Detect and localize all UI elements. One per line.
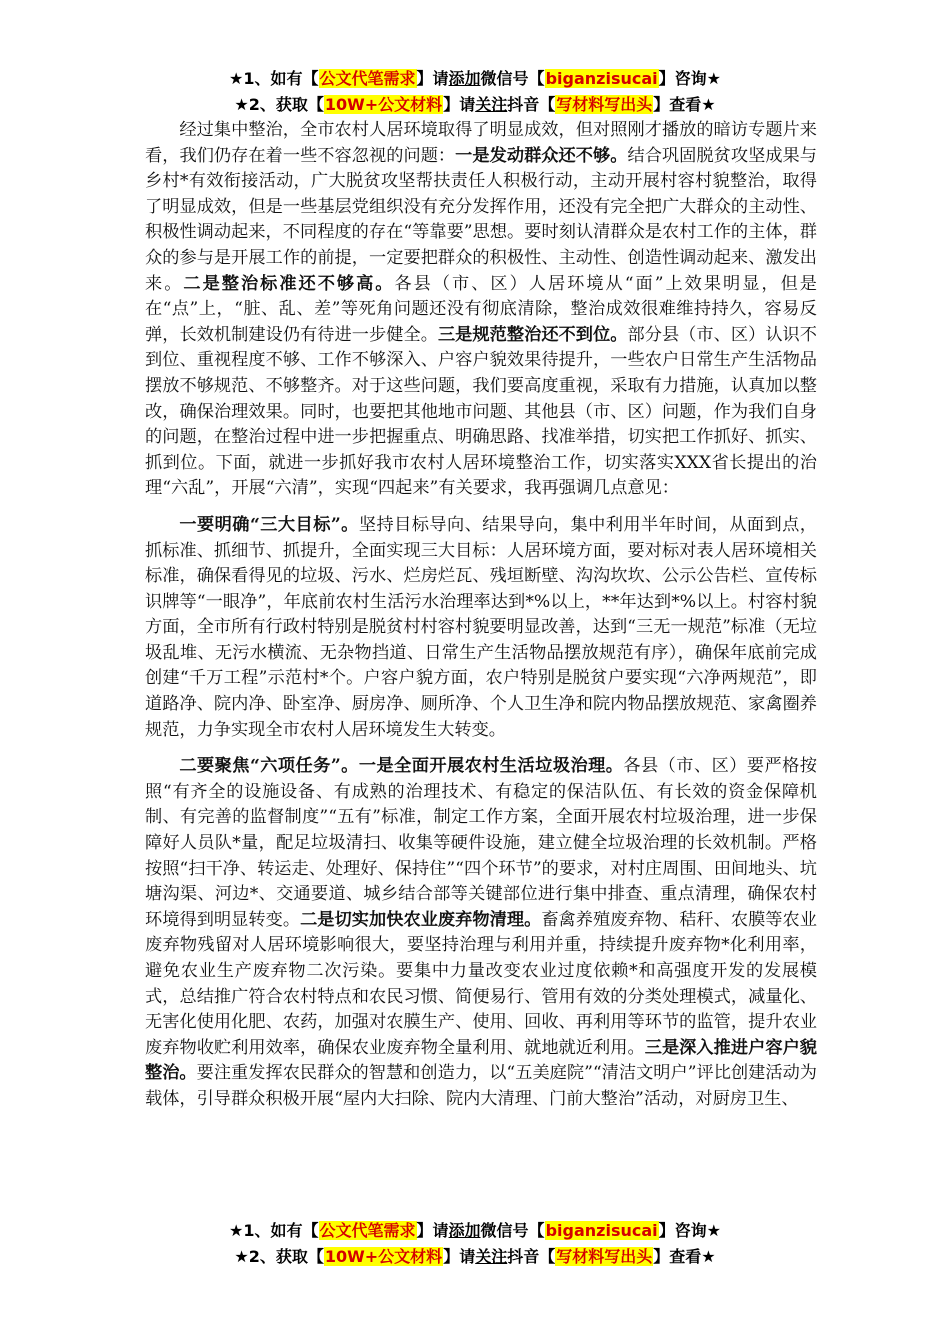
- banner-highlight: 10W+公文材料: [324, 95, 443, 114]
- banner-suffix: 】咨询★: [658, 1221, 721, 1240]
- banner-text: 微信号【: [480, 69, 545, 88]
- banner-text: 微信号【: [480, 1221, 545, 1240]
- bold-heading: 一要明确“三大目标”。: [179, 514, 359, 535]
- text-segment: 各县（市、区）人居环境从“面”上效果明显，但是在“点”上，“脏、乱、差”等死角问题还没有彻底清除，整治成效很难维持持久，容易反弹，长效机制建设仍有待进一步健全。: [145, 273, 817, 345]
- top-banner-line-2: [0, 93, 950, 117]
- bottom-banner-line-1: [0, 1219, 950, 1243]
- banner-highlight: 写材料写出头: [556, 95, 653, 114]
- bold-heading: 三是深入推进户容户貌整治。: [145, 1037, 817, 1084]
- bold-heading: 二是切实加快农业废弃物清理。: [300, 909, 542, 930]
- text-segment: 畜禽养殖废弃物、秸秆、农膜等农业废弃物残留对人居环境影响很大，要坚持治理与利用并重，持续提升废弃物*化利用率，避免农业生产废弃物二次污染。要集中力量改变农业过度依赖*和高强度开发的发展模式，总结推广符合农村特点和农民习惯、简便易行、管用有效的分类处理模式，减量化、无害化使用化肥、农药，加强对农膜生产、使用、回收、再利用等环节的监管，提升农业废弃物收贮利用效率，确保农业废弃物全量利用、就地就近利用。: [145, 909, 817, 1058]
- banner-suffix: 】查看★: [653, 95, 716, 114]
- bold-heading: 二要聚焦“六项任务”。: [179, 756, 359, 777]
- banner-prefix: ★1、如有【: [229, 69, 319, 88]
- banner-highlight: biganzisucai: [545, 69, 658, 88]
- banner-highlight: 写材料写出头: [556, 1247, 653, 1266]
- text-segment: 坚持目标导向、结果导向，集中利用半年时间，从面到点，抓标准、抓细节、抓提升，全面实现三大目标：人居环境方面，要对标对表人居环境相关标准，确保看得见的垃圾、污水、烂房烂瓦、残垣断壁、沟沟坎坎、公示公告栏、宣传标识牌等“一眼净”，年底前农村生活污水治理率达到*%以上，**年达到*%以上。村容村貌方面，全市所有行政村特别是脱贫村村容村貌要明显改善，达到“三无一规范”标准（无垃圾乱堆、无污水横流、无杂物挡道、日常生产生活物品摆放规范有序），确保年底前完成创建“千万工程”示范村*个。户容户貌方面，农户特别是脱贫户要实现“六净两规范”，即道路净、院内净、卧室净、厨房净、厕所净、个人卫生净和院内物品摆放规范、家禽圈养规范，力争实现全市农村人居环境发生大转变。: [145, 514, 817, 740]
- banner-text: 】请: [443, 1247, 476, 1266]
- banner-emphasis: 添加: [448, 69, 481, 88]
- banner-highlight: 10W+公文材料: [324, 1247, 443, 1266]
- top-banner-line-1: [0, 67, 950, 91]
- banner-emphasis: 关注: [475, 95, 508, 114]
- banner-highlight: 公文代笔需求: [319, 69, 416, 88]
- banner-highlight: 公文代笔需求: [319, 1221, 416, 1240]
- bold-heading: 二是整治标准还不够高。: [183, 273, 395, 294]
- text-segment: 要注重发挥农民群众的智慧和创造力，以“五美庭院”“清洁文明户”评比创建活动为载体，引导群众积极开展“屋内大扫除、院内大清理、门前大整治”活动，对厨房卫生、: [145, 1063, 817, 1109]
- text-segment: 结合巩固脱贫攻坚成果与乡村*有效衔接活动，广大脱贫攻坚帮扶责任人积极行动，主动开展村容村貌整治，取得了明显成效，但是一些基层党组织没有充分发挥作用，还没有完全把广大群众的主动性、积极性调动起来，不同程度的存在“等靠要”思想。要时刻认清群众是农村工作的主体，群众的参与是开展工作的前提，一定要把群众的积极性、主动性、创造性调动起来、激发出来。: [145, 145, 817, 294]
- text-segment: 部分县（市、区）认识不到位、重视程度不够、工作不够深入、户容户貌效果待提升，一些农户日常生产生活物品摆放不够规范、不够整齐。对于这些问题，我们要高度重视，采取有力措施，认真加以整改，确保治理效果。同时，也要把其他地市问题、其他县（市、区）问题，作为我们自身的问题，在整治过程中进一步把握重点、明确思路、找准举措，切实把工作抓好、抓实、抓到位。下面，就进一步抓好我市农村人居环境整治工作，切实落实XXX省长提出的治理“六乱”，开展“六清”，实现“四起来”有关要求，我再强调几点意见：: [145, 324, 817, 499]
- bottom-banner-line-2: [0, 1245, 950, 1269]
- banner-text: 】请: [416, 69, 449, 88]
- banner-text: 】请: [416, 1221, 449, 1240]
- banner-emphasis: 关注: [475, 1247, 508, 1266]
- banner-highlight: biganzisucai: [545, 1221, 658, 1240]
- banner-text: 抖音【: [507, 95, 556, 114]
- bold-heading: 一是发动群众还不够。: [455, 145, 628, 166]
- banner-suffix: 】咨询★: [658, 69, 721, 88]
- document-body: [145, 118, 817, 1113]
- paragraph-problems: [145, 118, 817, 502]
- bold-heading: 一是全面开展农村生活垃圾治理。: [358, 756, 624, 777]
- banner-prefix: ★1、如有【: [229, 1221, 319, 1240]
- text-segment: 经过集中整治，全市农村人居环境取得了明显成效，但对照刚才播放的暗访专题片来看，我们仍存在着一些不容忽视的问题：: [145, 120, 817, 166]
- bold-heading: 三是规范整治还不到位。: [437, 324, 628, 345]
- banner-prefix: ★2、获取【: [234, 95, 324, 114]
- paragraph-six-tasks: [145, 754, 817, 1112]
- banner-text: 抖音【: [507, 1247, 556, 1266]
- banner-suffix: 】查看★: [653, 1247, 716, 1266]
- banner-emphasis: 添加: [448, 1221, 481, 1240]
- text-segment: 各县（市、区）要严格按照“有齐全的设施设备、有成熟的治理技术、有稳定的保洁队伍、有长效的资金保障机制、有完善的监督制度”“五有”标准，制定工作方案，全面开展农村垃圾治理，进一步保障好人员队*量，配足垃圾清扫、收集等硬件设施，建立健全垃圾治理的长效机制。严格按照“扫干净、转运走、处理好、保持住”“四个环节”的要求，对村庄周围、田间地头、坑塘沟渠、河边*、交通要道、城乡结合部等关键部位进行集中排查、重点清理，确保农村环境得到明显转变。: [145, 756, 817, 930]
- banner-prefix: ★2、获取【: [234, 1247, 324, 1266]
- paragraph-three-goals: [145, 513, 817, 743]
- banner-text: 】请: [443, 95, 476, 114]
